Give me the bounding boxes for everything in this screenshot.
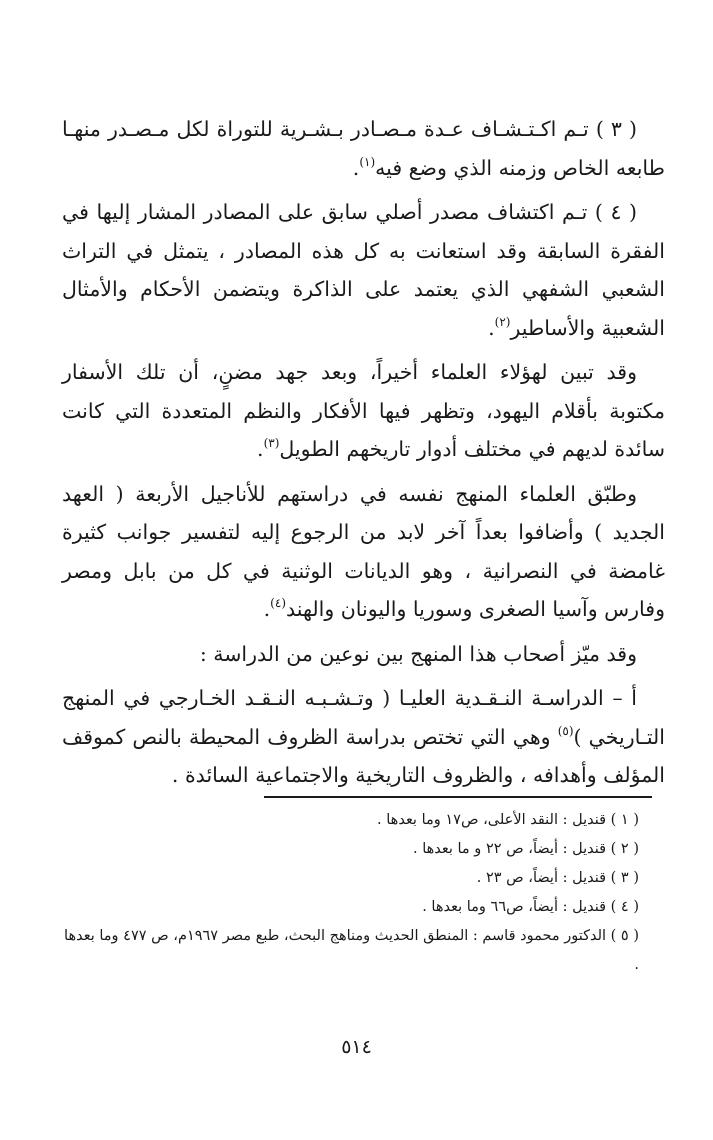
paragraph-tail: .	[488, 315, 495, 340]
footnotes	[62, 806, 665, 980]
paragraph-tail: .	[257, 437, 264, 461]
paragraph-text: وطبّق العلماء المنهج نفسه في دراستهم للأناجيل الأربعة ( العهد الجديد ) وأضافوا بعداً آخر لابد من الرجوع إليه لتفسير جوانب كثيرة غامضة في النصرانية ، وهو الديانات الوثنية في كل من بابل ومصر وفارس وآسيا الصغرى وسوريا واليونان والهند	[62, 481, 665, 621]
footnote-3: ( ٣ ) قنديل : أيضاً، ص ٢٣ .	[476, 870, 639, 886]
paragraph-text: ( ٤ ) تـم اكتشاف مصدر أصلي سابق على المصادر المشار إليها في الفقرة السابقة وقد استعانت به كل هذه المصادر ، يتمثل في التراث الشعبي الشفهي الذي يعتمد على الذاكرة ويتضمن الأحكام والأمثال الشعبية والأساطير	[62, 200, 665, 340]
footnote-4: ( ٤ ) قنديل : أيضاً، ص٦٦ وما بعدها .	[422, 899, 639, 915]
paragraph-point-3	[62, 110, 665, 187]
page-number: ٥١٤	[341, 1036, 372, 1058]
paragraph-higher-criticism	[62, 679, 665, 795]
footnote-ref-4[interactable]: (٤)	[270, 596, 286, 610]
footnote-divider	[264, 796, 652, 798]
paragraph-text: ( ٣ ) تـم اكـتـشـاف عـدة مـصـادر بـشـرية للتوراة لكل مـصـدر منهـا طابعه الخاص وزمنه الذي وضع فيه	[62, 117, 665, 180]
paragraph-two-types	[62, 635, 665, 674]
main-text	[62, 110, 665, 795]
paragraph-tail: وهي التي تختص بدراسة الظروف المحيطة بالنص كموقف المؤلف وأهدافه ، والظروف التاريخية والاجتماعية السائدة .	[62, 724, 665, 787]
paragraph-jewish-authorship	[62, 353, 665, 469]
footnote-ref-1[interactable]: (١)	[359, 154, 376, 169]
paragraph-point-4	[62, 193, 665, 347]
paragraph-text: أ – الدراسـة النـقـدية العليـا ( وتـشـبـه النـقـد الخـارجي في المنهج التـاريخي )	[62, 686, 665, 749]
footnote-ref-5[interactable]: (٥)	[557, 723, 574, 738]
footnote-5: ( ٥ ) الدكتور محمود قاسم : المنطق الحديث ومناهج البحث، طبع مصر ١٩٦٧م، ص ٤٧٧ وما بعدها .	[64, 928, 639, 973]
footnote-1: ( ١ ) قنديل : النقد الأعلى، ص١٧ وما بعدها .	[377, 812, 639, 828]
paragraph-text: وقد ميّز أصحاب هذا المنهج بين نوعين من الدراسة :	[199, 641, 637, 666]
paragraph-tail: .	[263, 597, 271, 621]
footnote-2: ( ٢ ) قنديل : أيضاً، ص ٢٢ و ما بعدها .	[412, 841, 639, 857]
footnote-ref-2[interactable]: (٢)	[494, 314, 511, 329]
paragraph-tail: .	[352, 155, 360, 180]
footnote-ref-3[interactable]: (٣)	[263, 436, 280, 450]
paragraph-text: وقد تبين لهؤلاء العلماء أخيراً، وبعد جهد مضنٍ، أن تلك الأسفار مكتوبة بأقلام اليهود، وتظهر فيها الأفكار والنظم المتعددة التي كانت سائدة لديهم في مختلف أدوار تاريخهم الطويل	[62, 360, 665, 461]
paragraph-gospels	[62, 475, 665, 629]
